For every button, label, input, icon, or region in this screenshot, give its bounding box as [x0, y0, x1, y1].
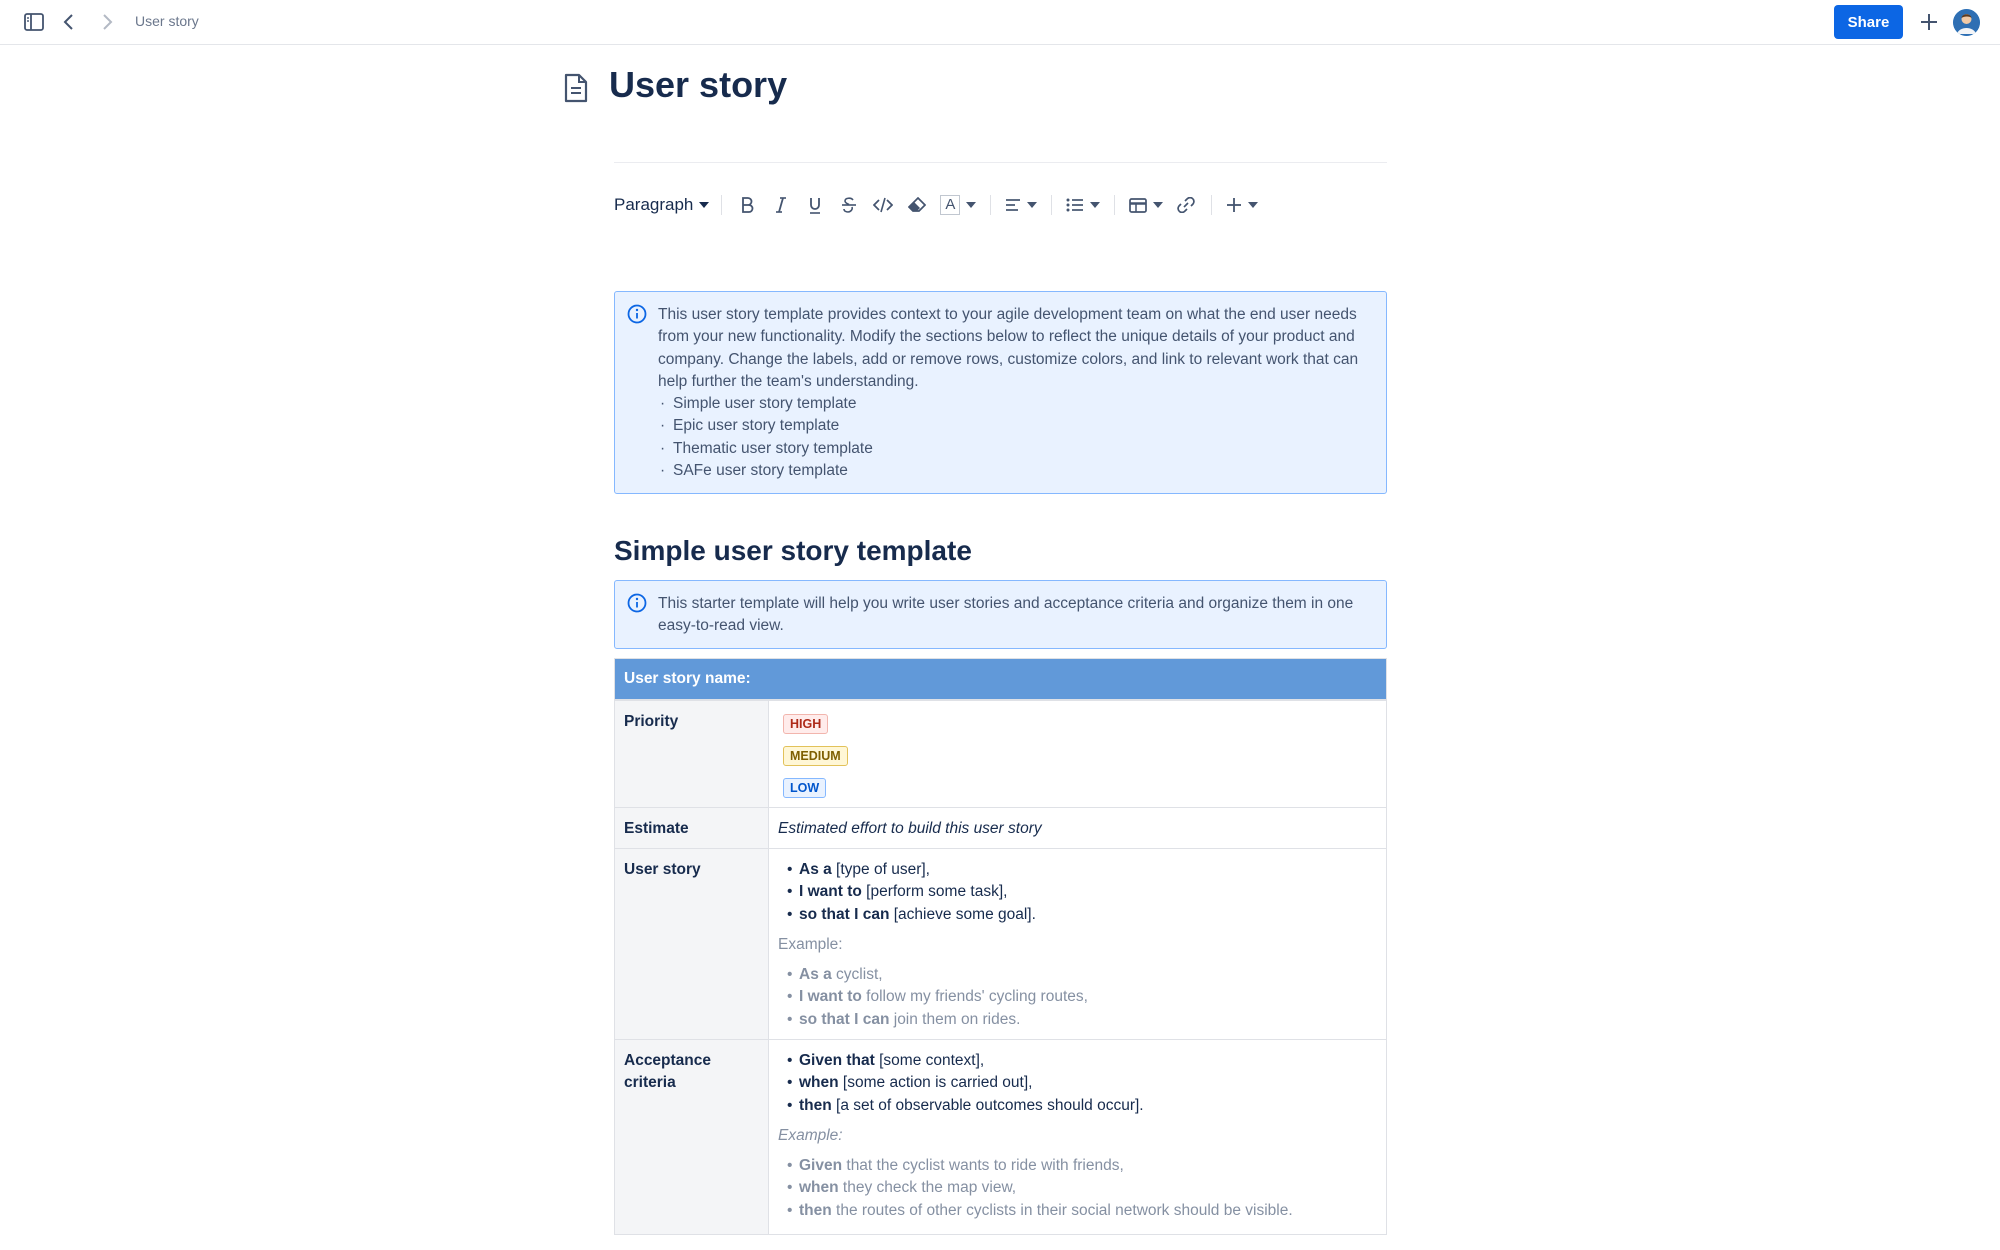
user-story-example-list: [778, 964, 1377, 1031]
list-item: • I want to follow my friends' cycling routes,: [799, 986, 1377, 1008]
section-info-panel: [614, 580, 1387, 649]
list-item: • As a [type of user],: [799, 859, 1377, 881]
chevron-down-icon: [1248, 202, 1258, 208]
acceptance-criteria-example-list: [778, 1155, 1377, 1222]
page-title[interactable]: User story: [609, 64, 788, 105]
link-epic-user-story-template[interactable]: · Epic user story template: [658, 415, 1374, 437]
acceptance-criteria-label: Acceptance criteria: [615, 1040, 769, 1234]
toolbar-divider: [1051, 195, 1052, 215]
priority-high-lozenge[interactable]: HIGH: [783, 714, 828, 734]
eraser-icon[interactable]: [900, 190, 934, 220]
editor-toolbar: [614, 190, 1264, 220]
page-icon: [563, 73, 589, 108]
info-panel-content: [658, 304, 1374, 482]
toolbar-divider: [1114, 195, 1115, 215]
list-item: • when they check the map view,: [799, 1177, 1377, 1199]
acceptance-criteria-cell[interactable]: [769, 1040, 1386, 1234]
italic-icon[interactable]: [764, 190, 798, 220]
section-heading[interactable]: Simple user story template: [614, 535, 972, 566]
user-story-label: User story: [615, 849, 769, 1039]
estimate-label: Estimate: [615, 808, 769, 848]
info-icon: [627, 304, 647, 324]
back-arrow-icon[interactable]: [56, 9, 82, 35]
link-safe-user-story-template[interactable]: · SAFe user story template: [658, 460, 1374, 482]
paragraph-style-dropdown[interactable]: [614, 195, 709, 215]
section-info-text: This starter template will help you write user stories and acceptance criteria and organize them in one easy-to-read view.: [658, 595, 1354, 635]
link-icon[interactable]: [1169, 190, 1203, 220]
code-icon[interactable]: [866, 190, 900, 220]
table-row-estimate: [615, 807, 1386, 848]
priority-medium-lozenge[interactable]: MEDIUM: [783, 746, 848, 766]
template-link-list: [658, 393, 1374, 482]
toolbar-divider: [990, 195, 991, 215]
text-color-icon: A: [940, 195, 960, 215]
table-dropdown[interactable]: [1123, 190, 1169, 220]
list-item: • when [some action is carried out],: [799, 1072, 1377, 1094]
user-story-cell[interactable]: [769, 849, 1386, 1039]
chevron-down-icon: [966, 202, 976, 208]
bullet-list-icon: [1066, 198, 1084, 212]
toolbar-divider: [1211, 195, 1212, 215]
forward-arrow-icon[interactable]: [94, 9, 120, 35]
list-item: • so that I can [achieve some goal].: [799, 904, 1377, 926]
list-item: • As a cyclist,: [799, 964, 1377, 986]
priority-label: Priority: [615, 701, 769, 807]
share-button[interactable]: Share: [1834, 5, 1903, 39]
strikethrough-icon[interactable]: [832, 190, 866, 220]
alignment-dropdown[interactable]: [999, 190, 1043, 220]
chevron-down-icon: [699, 202, 709, 208]
link-simple-user-story-template[interactable]: · Simple user story template: [658, 393, 1374, 415]
example-label: Example:: [778, 935, 843, 953]
paragraph-label: Paragraph: [614, 195, 694, 214]
user-story-table: [614, 658, 1387, 1235]
avatar[interactable]: [1953, 9, 1980, 36]
info-panel: [614, 291, 1387, 494]
divider: [614, 162, 1387, 163]
plus-icon: [1226, 197, 1242, 213]
insert-dropdown[interactable]: [1220, 190, 1264, 220]
list-item: • then the routes of other cyclists in their social network should be visible.: [799, 1200, 1377, 1222]
list-item: • so that I can join them on rides.: [799, 1009, 1377, 1031]
list-item: • then [a set of observable outcomes should occur].: [799, 1095, 1377, 1117]
user-story-list: [778, 859, 1377, 926]
priority-cell[interactable]: [769, 701, 1386, 807]
chevron-down-icon: [1027, 202, 1037, 208]
text-color-dropdown[interactable]: [934, 190, 982, 220]
toolbar-divider: [721, 195, 722, 215]
list-dropdown[interactable]: [1060, 190, 1106, 220]
list-item: • Given that the cyclist wants to ride with friends,: [799, 1155, 1377, 1177]
table-row-user-story: [615, 848, 1386, 1039]
bold-icon[interactable]: [730, 190, 764, 220]
top-bar: [0, 0, 2000, 45]
align-left-icon: [1005, 198, 1021, 212]
sidebar-toggle-icon[interactable]: [21, 9, 47, 35]
estimate-placeholder[interactable]: Estimated effort to build this user story: [778, 820, 1042, 837]
info-panel-text: This user story template provides context to your agile development team on what the end user needs from your new functionality. Modify the sections below to reflect the unique details of your product and company. Change the labels, add or remove rows, customize colors, and link to relevant work that can help further the team's understanding.: [658, 306, 1359, 390]
list-item: • Given that [some context],: [799, 1050, 1377, 1072]
table-icon: [1129, 198, 1147, 213]
table-row-priority: [615, 700, 1386, 807]
plus-icon[interactable]: [1916, 9, 1942, 35]
chevron-down-icon: [1153, 202, 1163, 208]
priority-low-lozenge[interactable]: LOW: [783, 778, 826, 798]
example-label: Example:: [778, 1126, 843, 1144]
list-item: • I want to [perform some task],: [799, 881, 1377, 903]
info-icon: [627, 593, 647, 613]
acceptance-criteria-list: [778, 1050, 1377, 1117]
chevron-down-icon: [1090, 202, 1100, 208]
table-row-acceptance-criteria: [615, 1039, 1386, 1234]
table-header[interactable]: User story name:: [615, 659, 1386, 700]
breadcrumb[interactable]: User story: [135, 13, 199, 29]
underline-icon[interactable]: [798, 190, 832, 220]
link-thematic-user-story-template[interactable]: · Thematic user story template: [658, 438, 1374, 460]
